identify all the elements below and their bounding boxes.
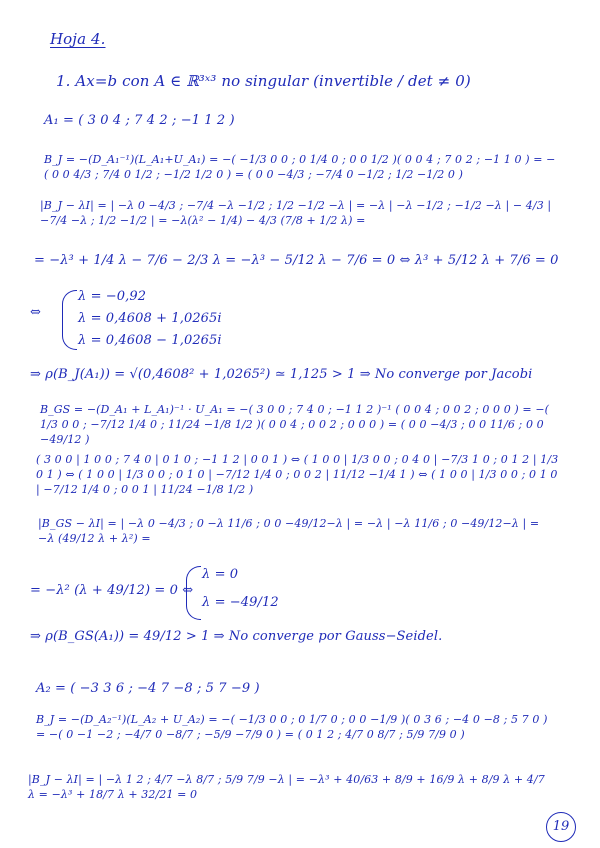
matrix-inversion-steps-line: ( 3 0 0 | 1 0 0 ; 7 4 0 | 0 1 0 ; −1 1 2 | 0 0 1 ) ⇔ ( 1 0 0 | 1/3 0 0 ; 0 4 0 | −7/3 1 0 ; 0 1 2 | 1/3 0 1 ) ⇔ ( 1 0 0 | 1/3 0 0 ; 0 1 0 | −7/12 1/4 0 ; 0 0 2 | 11/12 −1/4 1 ) ⇔ ( 1 0 0 | 1/3 0 0 ; 0 1 0 | −7/12 1/4 0 ; 0 0 1 | 11/24 −1/8 1/2 ) [36, 453, 559, 496]
equivalence-symbol: ⇔ [30, 305, 41, 320]
matrix-a2-definition: A₂ = ( −3 3 6 ; −4 7 −8 ; 5 7 −9 ) [36, 681, 260, 696]
page-title: Hoja 4. [50, 30, 106, 48]
system-brace [186, 566, 201, 620]
gauss-seidel-root-2: λ = −49/12 [202, 595, 279, 610]
jacobi-characteristic-polynomial-line: = −λ³ + 1/4 λ − 7/6 − 2/3 λ = −λ³ − 5/12 λ − 7/6 = 0 ⇔ λ³ + 5/12 λ + 7/6 = 0 [34, 253, 559, 268]
jacobi-root-3: λ = 0,4608 − 1,0265i [78, 333, 222, 348]
jacobi-iteration-matrix-line: B_J = −(D_A₁⁻¹)(L_A₁+U_A₁) = −( −1/3 0 0 ; 0 1/4 0 ; 0 0 1/2 )( 0 0 4 ; 7 0 2 ; −1 1 0 ) = −( 0 0 4/3 ; 7/4 0 1/2 ; −1/2 1/2 0 ) = ( 0 0 −4/3 ; −7/4 0 −1/2 ; 1/2 −1/2 0 ) [44, 153, 556, 181]
jacobi-characteristic-determinant-line: |B_J − λI| = | −λ 0 −4/3 ; −7/4 −λ −1/2 ; 1/2 −1/2 −λ | = −λ | −λ −1/2 ; −1/2 −λ | − 4/3 | −7/4 −λ ; 1/2 −1/2 | = −λ(λ² − 1/4) − 4/3 (7/8 + 1/2 λ) = [40, 199, 552, 227]
jacobi-root-1: λ = −0,92 [78, 289, 147, 304]
jacobi-root-2: λ = 0,4608 + 1,0265i [78, 311, 222, 326]
gauss-seidel-spectral-radius-conclusion: ⇒ ρ(B_GS(A₁)) = 49/12 > 1 ⇒ No converge por Gauss−Seidel. [30, 629, 443, 644]
matrix-a1-definition: A₁ = ( 3 0 4 ; 7 4 2 ; −1 1 2 ) [44, 113, 235, 128]
jacobi-spectral-radius-conclusion: ⇒ ρ(B_J(A₁)) = √(0,4608² + 1,0265²) ≃ 1,125 > 1 ⇒ No converge por Jacobi [30, 367, 533, 382]
gauss-seidel-root-1: λ = 0 [202, 567, 239, 582]
gauss-seidel-iteration-matrix-line: B_GS = −(D_A₁ + L_A₁)⁻¹ · U_A₁ = −( 3 0 0 ; 7 4 0 ; −1 1 2 )⁻¹ ( 0 0 4 ; 0 0 2 ; 0 0 0 ) = −( 1/3 0 0 ; −7/12 1/4 0 ; 11/24 −1/8 1/2 )( 0 0 4 ; 0 0 2 ; 0 0 0 ) = ( 0 0 −4/3 ; 0 0 11/6 ; 0 0 −49/12 ) [40, 403, 550, 446]
jacobi-a2-characteristic-polynomial-line: |B_J − λI| = | −λ 1 2 ; 4/7 −λ 8/7 ; 5/9 7/9 −λ | = −λ³ + 40/63 + 8/9 + 16/9 λ + 8/9 λ + 4/7 λ = −λ³ + 18/7 λ + 32/21 = 0 [28, 773, 545, 801]
system-brace [62, 290, 77, 350]
gauss-seidel-characteristic-determinant-line: |B_GS − λI| = | −λ 0 −4/3 ; 0 −λ 11/6 ; 0 0 −49/12−λ | = −λ | −λ 11/6 ; 0 −49/12−λ | = −λ (49/12 λ + λ²) = [38, 517, 540, 545]
jacobi-iteration-matrix-a2-line: B_J = −(D_A₂⁻¹)(L_A₂ + U_A₂) = −( −1/3 0 0 ; 0 1/7 0 ; 0 0 −1/9 )( 0 3 6 ; −4 0 −8 ; 5 7 0 ) = −( 0 −1 −2 ; −4/7 0 −8/7 ; −5/9 −7/9 0 ) = ( 0 1 2 ; 4/7 0 8/7 ; 5/9 7/9 0 ) [36, 713, 548, 741]
gauss-seidel-characteristic-polynomial-line: = −λ² (λ + 49/12) = 0 ⇔ [30, 583, 194, 598]
page-number: 19 [546, 812, 576, 842]
problem-statement: 1. Ax=b con A ∈ ℝ³ˣ³ no singular (invertible / det ≠ 0) [56, 72, 471, 90]
